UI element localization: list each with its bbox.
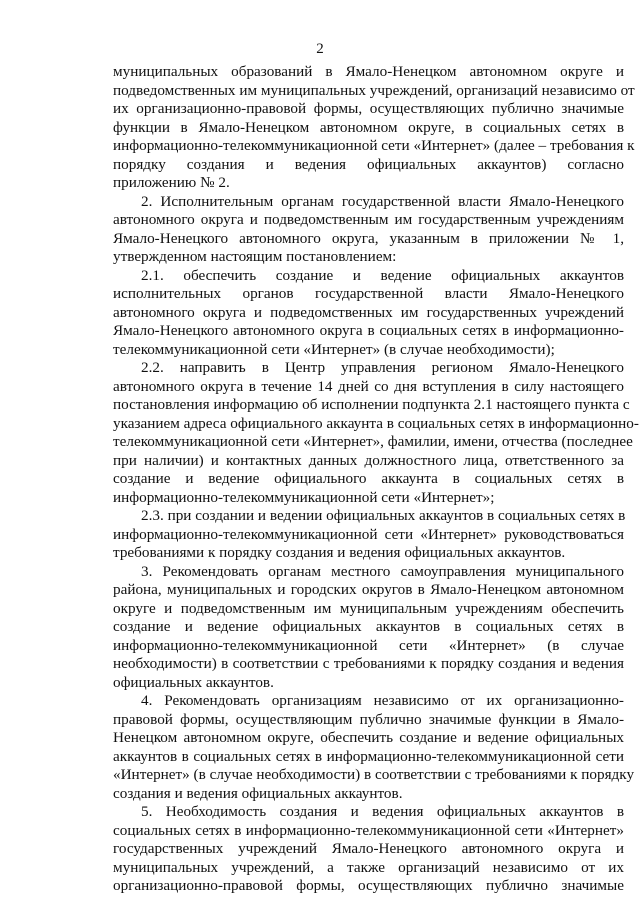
text-line: Ямало-Ненецкого автономного округа в социальных сетях в информационно- <box>113 322 624 339</box>
text-line: Ненецком автономном округе, обеспечить создание и ведение официальных <box>113 729 624 746</box>
text-line: 4. Рекомендовать организациям независимо от их организационно- <box>141 692 624 709</box>
text-line: информационно-телекоммуникационной сети «Интернет» (в случае <box>113 636 624 654</box>
text-line: организационно-правовой формы, осуществляющих публично значимые <box>113 877 624 894</box>
text-line: района, муниципальных и городских округов в Ямало-Ненецком автономном <box>113 581 624 598</box>
text-line: правовой формы, осуществляющим публично значимые функции в Ямало- <box>113 710 624 728</box>
text-line: 2.2. направить в Центр управления регионом Ямало-Ненецкого <box>141 359 624 376</box>
text-line: их организационно-правовой формы, осуществляющих публично значимые <box>113 100 624 117</box>
page-number: 2 <box>316 41 324 57</box>
text-line: «Интернет» (в случае необходимости) в соответствии с требованиями к порядку <box>113 766 635 783</box>
text-line: создание и ведение официальных аккаунтов в социальных сетях в <box>113 618 624 635</box>
text-line: Ямало-Ненецкого автономного округа, указанным в приложении № 1, <box>113 229 624 247</box>
text-line: 5. Необходимость создания и ведения официальных аккаунтов в <box>141 803 624 820</box>
text-line: телекоммуникационной сети «Интернет» (в случае необходимости); <box>113 340 555 358</box>
paragraph-cont <box>113 63 635 193</box>
text-line: муниципальных образований в Ямало-Ненецком автономном округе и <box>113 63 624 80</box>
paragraph-p3 <box>113 563 624 693</box>
text-line: автономного округа в течение 14 дней со дня вступления в силу настоящего <box>113 377 624 395</box>
text-line: исполнительных органов государственной власти Ямало-Ненецкого <box>113 285 624 302</box>
text-line: 2.3. при создании и ведении официальных аккаунтов в социальных сетях в <box>141 507 626 524</box>
text-line: автономного округа и подведомственных им государственных учреждений <box>113 303 624 321</box>
text-line: создания и ведения официальных аккаунтов. <box>113 784 403 802</box>
text-line: округе и подведомственным им муниципальным учреждениям обеспечить <box>113 599 624 617</box>
text-line: при наличии) и контактных данных должностного лица, ответственного за <box>113 451 624 469</box>
text-line: приложению № 2. <box>113 174 230 191</box>
text-line: 3. Рекомендовать органам местного самоуправления муниципального <box>141 562 624 580</box>
paragraph-p2-3 <box>113 507 624 563</box>
paragraph-p2-1 <box>113 267 624 360</box>
text-line: указанием адреса официального аккаунта в социальных сетях в информационно- <box>113 414 639 432</box>
text-line: 2. Исполнительным органам государственной власти Ямало-Ненецкого <box>141 192 624 210</box>
text-line: функции в Ямало-Ненецком автономном округе, в социальных сетях в <box>113 118 624 136</box>
text-line: информационно-телекоммуникационной сети «Интернет»; <box>113 488 495 506</box>
text-line: аккаунтов в социальных сетях в информационно-телекоммуникационной сети <box>113 747 624 765</box>
paragraph-p5 <box>113 803 624 896</box>
text-line: муниципальных учреждений, а также организаций независимо от их <box>113 858 624 876</box>
text-line: 2.1. обеспечить создание и ведение официальных аккаунтов <box>141 266 624 284</box>
text-line: телекоммуникационной сети «Интернет», фамилии, имени, отчества (последнее <box>113 433 633 450</box>
text-line: создание и ведение официального аккаунта в социальных сетях в <box>113 470 624 487</box>
paragraph-p2 <box>113 193 624 267</box>
text-line: требованиями к порядку создания и ведения официальных аккаунтов. <box>113 544 566 561</box>
text-line: подведомственных им муниципальных учреждений, организаций независимо от <box>113 81 635 99</box>
text-line: информационно-телекоммуникационной сети «Интернет» руководствоваться <box>113 525 624 543</box>
text-line: официальных аккаунтов. <box>113 673 274 691</box>
text-line: информационно-телекоммуникационной сети «Интернет» (далее – требования к <box>113 137 635 154</box>
paragraph-p4 <box>113 692 635 803</box>
text-line: постановления информацию об исполнении подпункта 2.1 настоящего пункта с <box>113 396 630 413</box>
text-line: автономного округа и подведомственным им государственным учреждениям <box>113 211 624 228</box>
document-body <box>113 63 639 896</box>
text-line: утвержденном настоящим постановлением: <box>113 248 397 265</box>
text-line: государственных учреждений Ямало-Ненецкого автономного округа и <box>113 840 624 857</box>
text-line: необходимости) в соответствии с требованиями к порядку создания и ведения <box>113 655 624 672</box>
text-line: порядку создания и ведения официальных аккаунтов) согласно <box>113 155 624 173</box>
paragraph-p2-2 <box>113 359 639 507</box>
text-line: социальных сетях в информационно-телекоммуникационной сети «Интернет» <box>113 821 624 839</box>
